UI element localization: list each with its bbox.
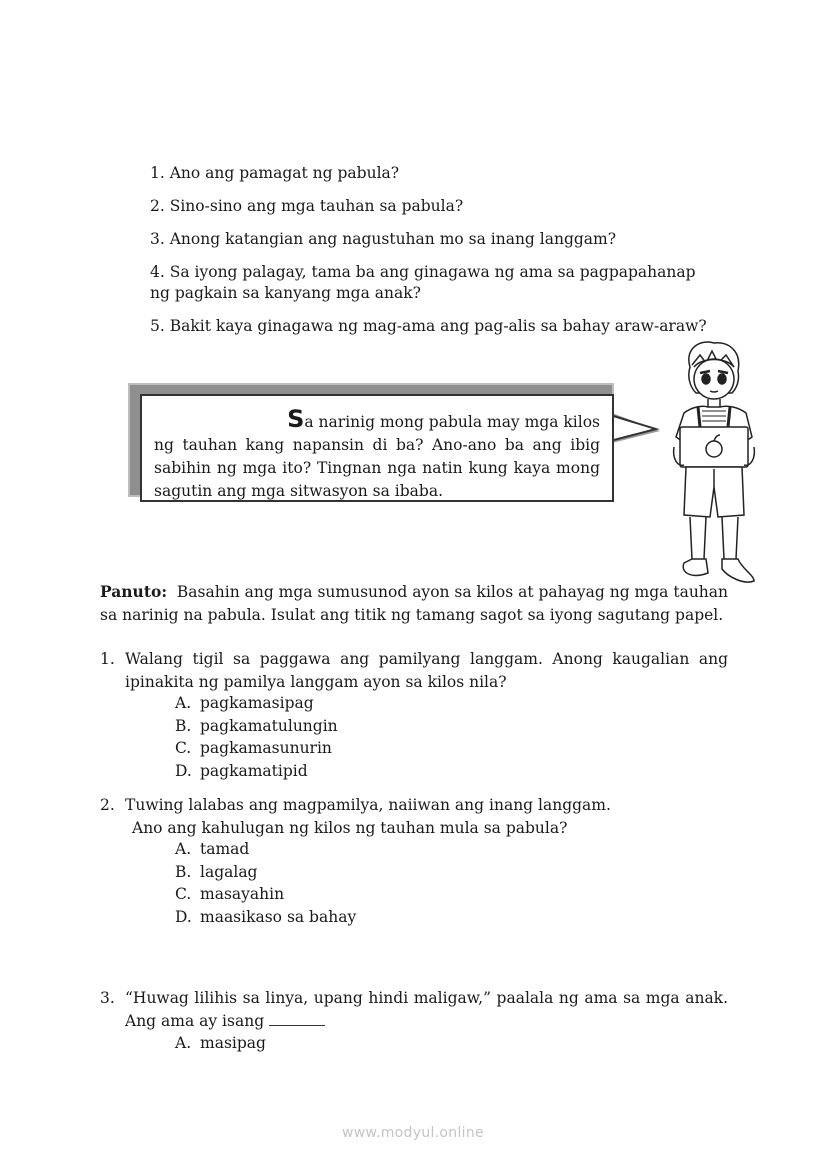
options-list [175, 838, 356, 928]
question-item: 1. Walang tigil sa paggawa ang pamilyang langgam. Anong kaugalian ang ipinakita ng pamilya langgam ayon sa kilos nila? [100, 650, 728, 691]
boy-holding-apple-tablet-icon [662, 337, 762, 587]
review-question: 3. Anong katangian ang nagustuhan mo sa inang langgam? [150, 230, 617, 248]
option[interactable]: D. maasikaso sa bahay [175, 907, 357, 926]
instructions-label: Panuto: [100, 582, 168, 601]
review-question: 1. Ano ang pamagat ng pabula? [150, 164, 400, 182]
review-question: 4. Sa iyong palagay, tama ba ang ginagawa ng ama sa pagpapahanap ng pagkain sa kanyang mga anak? [150, 263, 696, 302]
footer-watermark: www.modyul.online [342, 1125, 484, 1141]
review-question: 2. Sino-sino ang mga tauhan sa pabula? [150, 197, 464, 215]
option[interactable]: A. pagkamasipag [175, 694, 314, 712]
option[interactable]: A. masipag [175, 1034, 266, 1052]
option[interactable]: D. pagkamatipid [175, 761, 308, 780]
option[interactable]: C. pagkamasunurin [175, 739, 332, 757]
answer-blank[interactable] [269, 1011, 325, 1026]
boy-illustration [662, 337, 762, 587]
option[interactable]: A. tamad [175, 840, 250, 858]
drop-cap: S [287, 405, 305, 433]
option[interactable]: B. pagkamatulungin [175, 716, 338, 735]
question-item: 2. Tuwing lalabas ang magpamilya, naiiwan ang inang langgam. Ano ang kahulugan ng kilos ng tauhan mula sa pabula? [100, 796, 611, 837]
speech-callout [128, 383, 668, 513]
review-question: 5. Bakit kaya ginagawa ng mag-ama ang pag-alis sa bahay araw-araw? [150, 317, 707, 335]
instructions-text: Basahin ang mga sumusunod ayon sa kilos at pahayag ng mga tauhan sa narinig na pabula. Isulat ang titik ng tamang sagot sa iyong sagutang papel. [100, 583, 729, 624]
instructions [100, 581, 728, 626]
question-item: 3. “Huwag lilihis sa linya, upang hindi maligaw,” paalala ng ama sa mga anak. Ang ama ay isang [100, 989, 728, 1030]
options-list [175, 692, 338, 782]
callout-box [140, 394, 614, 502]
callout-first-line: Sa narinig mong pabula may mga kilos [287, 405, 600, 433]
review-questions [150, 163, 750, 349]
option[interactable]: B. lagalag [175, 862, 258, 881]
options-list [175, 1032, 266, 1055]
callout-text: ng tauhan kang napansin di ba? Ano-ano ba ang ibig sabihin ng mga ito? Tingnan nga natin kung kaya mong sagutin ang mga sitwasyon sa ibaba. [154, 436, 600, 500]
option[interactable]: C. masayahin [175, 885, 285, 903]
